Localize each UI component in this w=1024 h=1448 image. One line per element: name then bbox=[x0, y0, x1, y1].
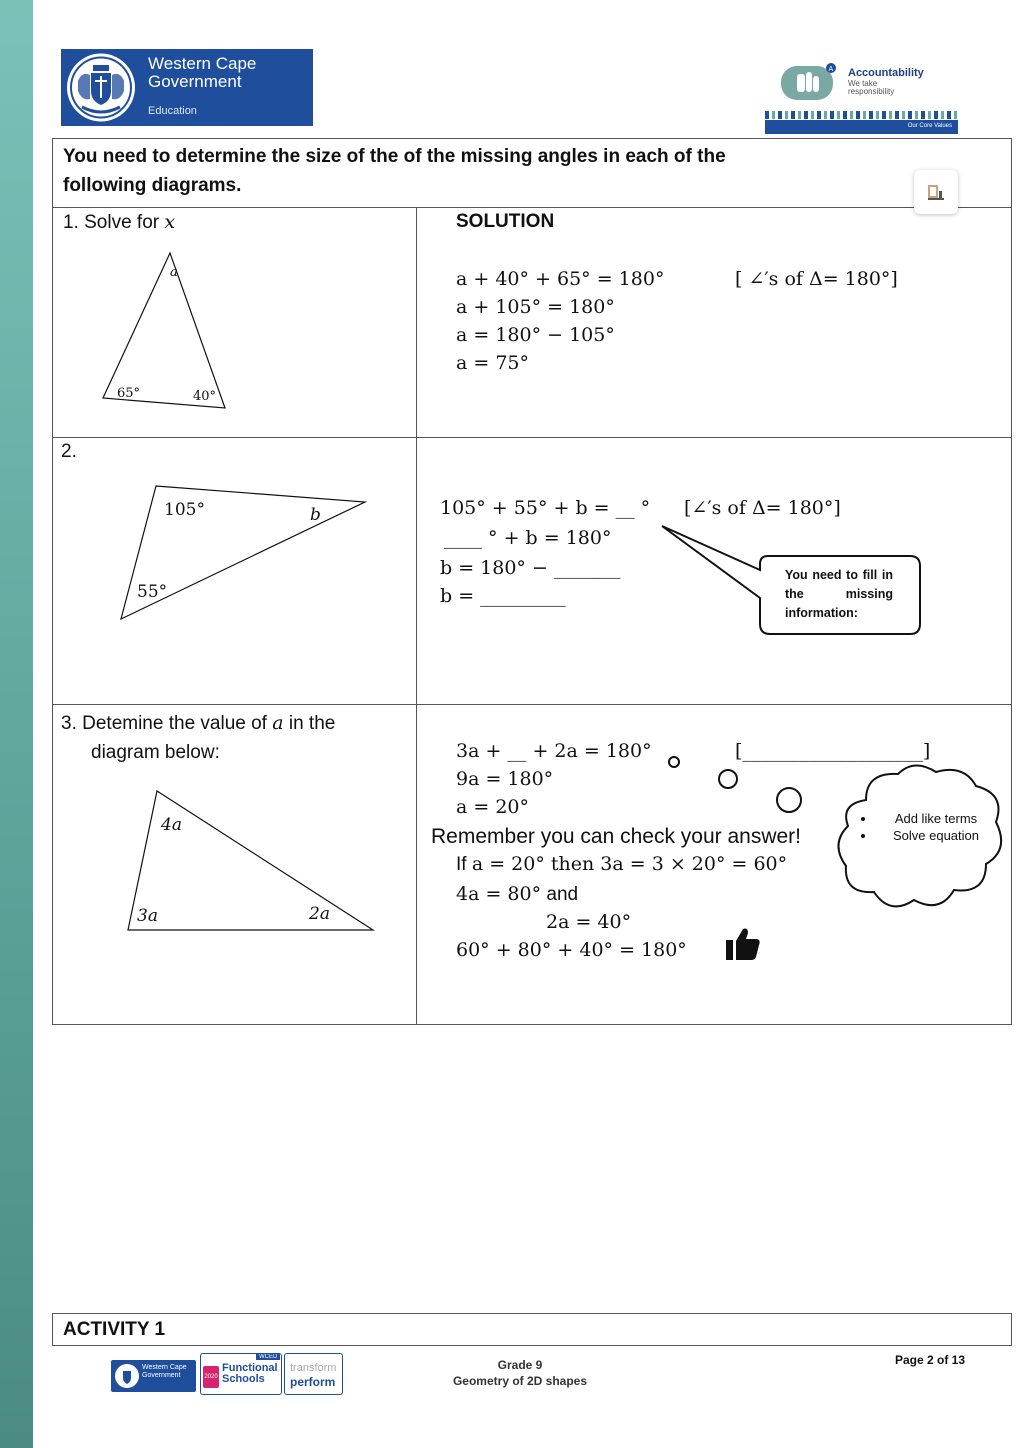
page-number: Page 2 of 13 bbox=[895, 1353, 966, 1367]
activity-title: ACTIVITY 1 bbox=[63, 1319, 166, 1340]
q3-prompt: 3. Detemine the value of a in the diagram below: bbox=[61, 712, 336, 763]
q1-step-3: a = 180° − 105° bbox=[456, 324, 615, 346]
page-side-bar bbox=[0, 0, 33, 1448]
cloud-item: • Add like terms bbox=[876, 810, 996, 827]
cloud-item: • Solve equation bbox=[876, 827, 996, 844]
q1-reason: [ ∠′s of Δ= 180°] bbox=[735, 268, 898, 290]
q3-check-line: If a = 20° then 3a = 3 × 20° = 60° bbox=[456, 853, 788, 875]
q3-check-line-4: 60° + 80° + 40° = 180° bbox=[456, 939, 687, 961]
q3-step-1: 3a + __ + 2a = 180° bbox=[456, 740, 652, 762]
q1-step-4: a = 75° bbox=[456, 352, 530, 374]
q1-angle-right: 40° bbox=[193, 389, 217, 404]
sidebar-toggle-button[interactable] bbox=[914, 170, 958, 214]
q1-step-2: a + 105° = 180° bbox=[456, 296, 615, 318]
presenter-icon bbox=[926, 182, 946, 202]
q2-angle-right: b bbox=[310, 505, 321, 525]
q2-step-4: b = _________ bbox=[440, 585, 566, 607]
transform-perform-logo: transform perform bbox=[284, 1353, 343, 1395]
svg-text:A: A bbox=[828, 66, 834, 73]
q1-prompt: 1. Solve for x bbox=[63, 211, 176, 233]
footer-wcg-logo: Western Cape Government bbox=[111, 1360, 196, 1392]
value-title: Accountability bbox=[848, 67, 924, 79]
q3-angle-left: 3a bbox=[137, 906, 158, 926]
q2-callout-text: You need to fill in the missing information: bbox=[785, 568, 893, 620]
q2-step-1: 105° + 55° + b = __ ° bbox=[440, 497, 651, 519]
q2-angle-bottom: 55° bbox=[137, 582, 168, 602]
functional-schools-logo: WCED 2020 Functional Schools bbox=[200, 1353, 282, 1395]
q3-step-3: a = 20° bbox=[456, 796, 530, 818]
thumbs-up-icon bbox=[724, 926, 762, 962]
q3-check-line-2: 4a = 80° and bbox=[456, 883, 579, 905]
logo-dept: Education bbox=[148, 105, 197, 117]
logo-org-name: Western Cape Government bbox=[148, 54, 257, 91]
activity-bar bbox=[52, 1313, 1012, 1346]
q3-triangle bbox=[125, 787, 377, 935]
q3-angle-right: 2a bbox=[309, 904, 330, 924]
q1-angle-left: 65° bbox=[117, 386, 141, 401]
value-strip: Our Core Values bbox=[765, 120, 958, 134]
solution-heading: SOLUTION bbox=[456, 211, 555, 232]
hand-icon bbox=[777, 62, 843, 104]
q1-angle-top: a bbox=[170, 265, 178, 280]
q3-check-line-3: 2a = 40° bbox=[546, 911, 632, 933]
q2-triangle bbox=[115, 480, 375, 625]
q2-reason: [∠′s of Δ= 180°] bbox=[684, 497, 841, 519]
value-subtitle: We take responsibility bbox=[848, 79, 895, 96]
row-divider bbox=[52, 207, 1012, 208]
row-divider bbox=[52, 437, 1012, 438]
q3-remember: Remember you can check your answer! bbox=[431, 825, 801, 848]
cloud-list bbox=[858, 810, 996, 844]
instructions-heading: You need to determine the size of the of the missing angles in each of the following diagrams. bbox=[63, 146, 726, 196]
coat-of-arms-icon bbox=[114, 1363, 140, 1389]
q3-angle-top: 4a bbox=[161, 815, 182, 835]
q3-step-2: 9a = 180° bbox=[456, 768, 554, 790]
q2-step-3: b = 180° − _______ bbox=[440, 557, 621, 579]
western-cape-government-logo bbox=[61, 49, 313, 126]
footer-subject: Grade 9 Geometry of 2D shapes bbox=[452, 1358, 588, 1388]
value-pattern bbox=[765, 111, 958, 119]
coat-of-arms-icon bbox=[64, 51, 138, 124]
core-value-logo bbox=[765, 62, 960, 137]
thought-bubble-dots bbox=[660, 745, 810, 815]
q2-angle-left: 105° bbox=[164, 500, 205, 520]
q2-step-2: ____ ° + b = 180° bbox=[444, 527, 612, 549]
q1-step-1: a + 40° + 65° = 180° bbox=[456, 268, 665, 290]
q3-reason-blank: [___________________] bbox=[735, 740, 931, 762]
q2-number: 2. bbox=[61, 441, 77, 462]
column-divider bbox=[416, 207, 417, 1025]
row-divider bbox=[52, 704, 1012, 705]
